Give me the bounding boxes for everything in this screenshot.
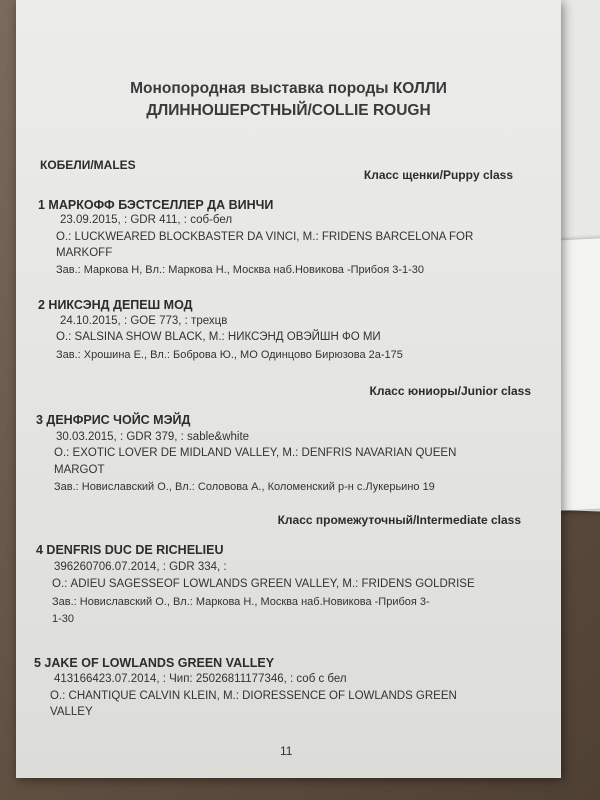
dog-parents-cont: VALLEY — [50, 706, 93, 718]
dog-name: 2 НИКСЭНД ДЕПЕШ МОД — [38, 298, 193, 312]
page-title — [16, 78, 561, 122]
section-heading: КОБЕЛИ/MALES — [40, 158, 136, 172]
dog-name: 3 ДЕНФРИС ЧОЙС МЭЙД — [36, 413, 191, 427]
dog-parents-cont: MARGOT — [54, 464, 105, 476]
dog-name: 4 DENFRIS DUC DE RICHELIEU — [36, 543, 224, 557]
document-page — [16, 0, 561, 778]
dog-parents-cont: MARKOFF — [56, 247, 113, 259]
page-number: 11 — [280, 744, 293, 758]
dog-info: 30.03.2015, : GDR 379, : sable&white — [56, 431, 250, 443]
dog-parents: О.: EXOTIC LOVER DE MIDLAND VALLEY, М.: DENFRIS NAVARIAN QUEEN — [54, 447, 457, 459]
dog-name: 1 МАРКОФФ БЭСТСЕЛЛЕР ДА ВИНЧИ — [38, 198, 274, 212]
dog-parents: О.: SALSINA SHOW BLACK, М.: НИКСЭНД ОВЭЙШН ФО МИ — [56, 331, 381, 343]
dog-breeder-owner: Зав.: Новиславский О., Вл.: Маркова Н., Москва наб.Новикова -Прибоя 3- — [52, 596, 430, 608]
dog-name: 5 JAKE OF LOWLANDS GREEN VALLEY — [34, 656, 275, 670]
dog-info: 413166423.07.2014, : Чип: 25026811177346, : соб с бел — [54, 673, 347, 685]
title-line-1: Монопородная выставка породы КОЛЛИ — [130, 80, 447, 97]
title-line-2: ДЛИННОШЕРСТНЫЙ/COLLIE ROUGH — [146, 102, 431, 119]
class-heading-puppy: Класс щенки/Puppy class — [363, 168, 513, 182]
dog-breeder-owner-cont: 1-30 — [52, 613, 75, 625]
class-heading-junior: Класс юниоры/Junior class — [369, 384, 531, 398]
dog-breeder-owner: Зав.: Маркова Н, Вл.: Маркова Н., Москва наб.Новикова -Прибоя 3-1-30 — [56, 264, 425, 276]
dog-info: 396260706.07.2014, : GDR 334, : — [54, 561, 227, 573]
dog-info: 23.09.2015, : GDR 411, : соб-бел — [60, 214, 233, 226]
dog-breeder-owner: Зав.: Новиславский О., Вл.: Соловова А., Коломенский р-н с.Лукерьино 19 — [54, 481, 435, 493]
dog-info: 24.10.2015, : GOE 773, : трехцв — [60, 315, 228, 327]
dog-parents: О.: CHANTIQUE CALVIN KLEIN, М.: DIORESSENCE OF LOWLANDS GREEN — [50, 690, 457, 702]
dog-parents: О.: ADIEU SAGESSEOF LOWLANDS GREEN VALLEY, М.: FRIDENS GOLDRISE — [52, 578, 475, 590]
dog-parents: О.: LUCKWEARED BLOCKBASTER DA VINCI, М.: FRIDENS BARCELONA FOR — [56, 231, 474, 243]
dog-breeder-owner: Зав.: Хрошина Е., Вл.: Боброва Ю., МО Одинцово Бирюзова 2а-175 — [56, 349, 403, 361]
class-heading-intermediate: Класс промежуточный/Intermediate class — [277, 513, 521, 527]
